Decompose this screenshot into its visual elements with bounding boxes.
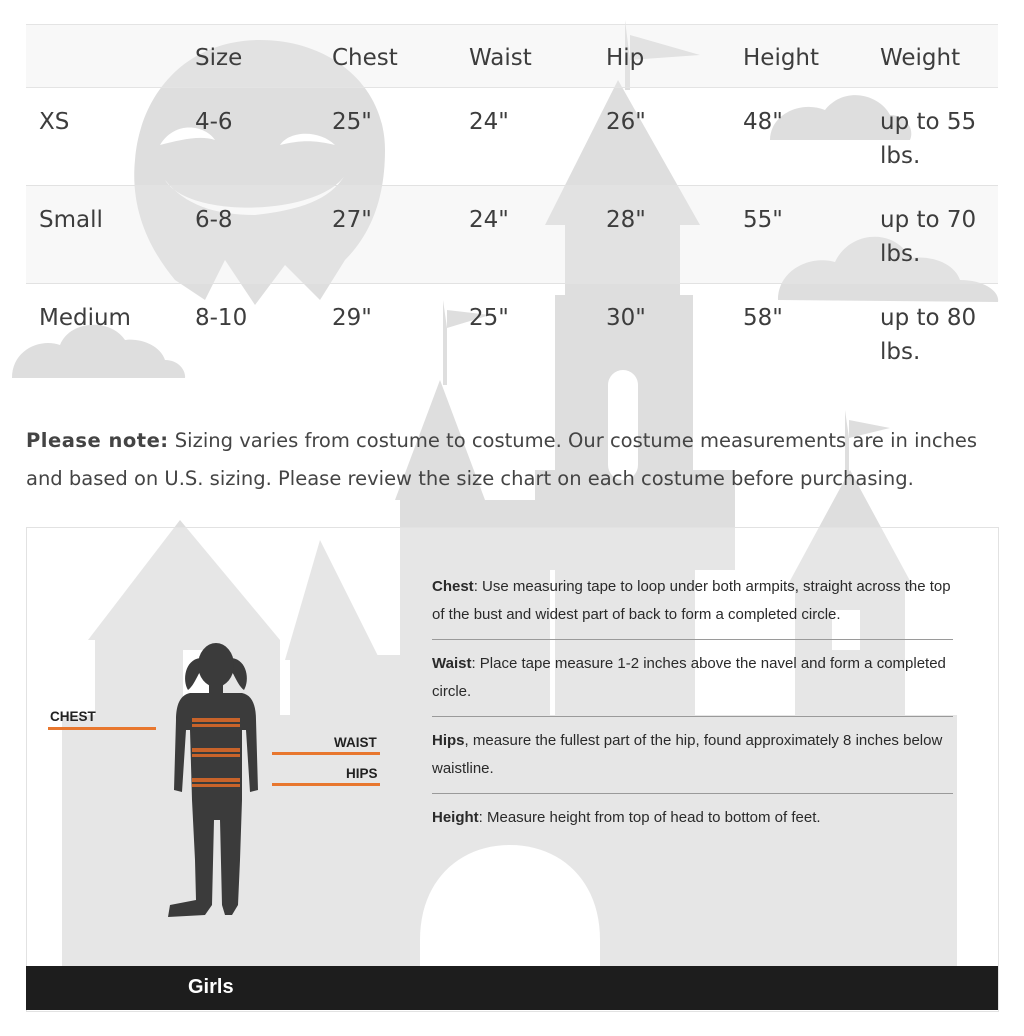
waist-tag: WAIST	[334, 735, 377, 750]
instruction-text: : Place tape measure 1-2 inches above the navel and form a completed circle.	[432, 655, 946, 700]
waist-pointer-line	[272, 752, 380, 755]
instruction-waist	[432, 650, 953, 717]
column-header-waist: Waist	[469, 25, 606, 88]
instruction-hips	[432, 727, 953, 794]
column-header-weight: Weight	[880, 25, 998, 88]
measuring-instructions	[432, 573, 953, 852]
table-cell: up to 80 lbs.	[880, 305, 977, 365]
table-cell: 6-8	[195, 207, 233, 233]
table-cell-label: XS	[39, 109, 70, 135]
instruction-chest	[432, 573, 953, 640]
instruction-term: Height	[432, 809, 479, 826]
table-cell: 8-10	[195, 305, 248, 331]
girls-label: Girls	[188, 976, 234, 998]
table-cell: 27"	[332, 207, 372, 233]
table-row	[26, 88, 998, 186]
table-cell: 24"	[469, 207, 509, 233]
table-cell: 25"	[469, 305, 509, 331]
table-cell: 24"	[469, 109, 509, 135]
table-cell: 58"	[743, 305, 783, 331]
table-cell: 30"	[606, 305, 646, 331]
size-chart-table	[26, 24, 998, 382]
chest-pointer-line	[48, 727, 156, 730]
girls-footer-bar	[26, 966, 998, 1010]
column-header-height: Height	[743, 25, 880, 88]
head	[198, 643, 234, 687]
instruction-term: Hips	[432, 732, 465, 749]
table-row	[26, 186, 998, 284]
hips-pointer-line	[272, 783, 380, 786]
column-header	[26, 25, 195, 88]
table-cell: 48"	[743, 109, 783, 135]
column-header-hip: Hip	[606, 25, 743, 88]
instruction-text: , measure the fullest part of the hip, found approximately 8 inches below waistline.	[432, 732, 943, 777]
instruction-text: : Measure height from top of head to bottom of feet.	[478, 809, 821, 826]
sizing-note-label: Please note:	[26, 429, 169, 452]
table-cell: up to 55 lbs.	[880, 109, 977, 169]
hips-tag: HIPS	[346, 766, 378, 781]
table-row	[26, 284, 998, 382]
table-cell: 4-6	[195, 109, 233, 135]
instruction-text: : Use measuring tape to loop under both armpits, straight across the top of the bust and widest part of back to form a completed circle.	[432, 578, 951, 623]
table-header-row	[26, 25, 998, 88]
table-cell: 29"	[332, 305, 372, 331]
table-cell: up to 70 lbs.	[880, 207, 977, 267]
table-cell: 26"	[606, 109, 646, 135]
chest-tag: CHEST	[50, 709, 96, 724]
table-cell-label: Medium	[39, 305, 131, 331]
column-header-size: Size	[195, 25, 332, 88]
table-cell: 25"	[332, 109, 372, 135]
sizing-note-text: Sizing varies from costume to costume. Our costume measurements are in inches and based on U.S. sizing. Please review the size chart on each costume before purchasing.	[26, 429, 978, 490]
instruction-term: Chest	[432, 578, 474, 595]
column-header-chest: Chest	[332, 25, 469, 88]
instruction-height	[432, 804, 953, 842]
table-cell: 55"	[743, 207, 783, 233]
table-cell-label: Small	[39, 207, 103, 233]
table-cell: 28"	[606, 207, 646, 233]
sizing-note	[26, 422, 1001, 498]
instruction-term: Waist	[432, 655, 472, 672]
